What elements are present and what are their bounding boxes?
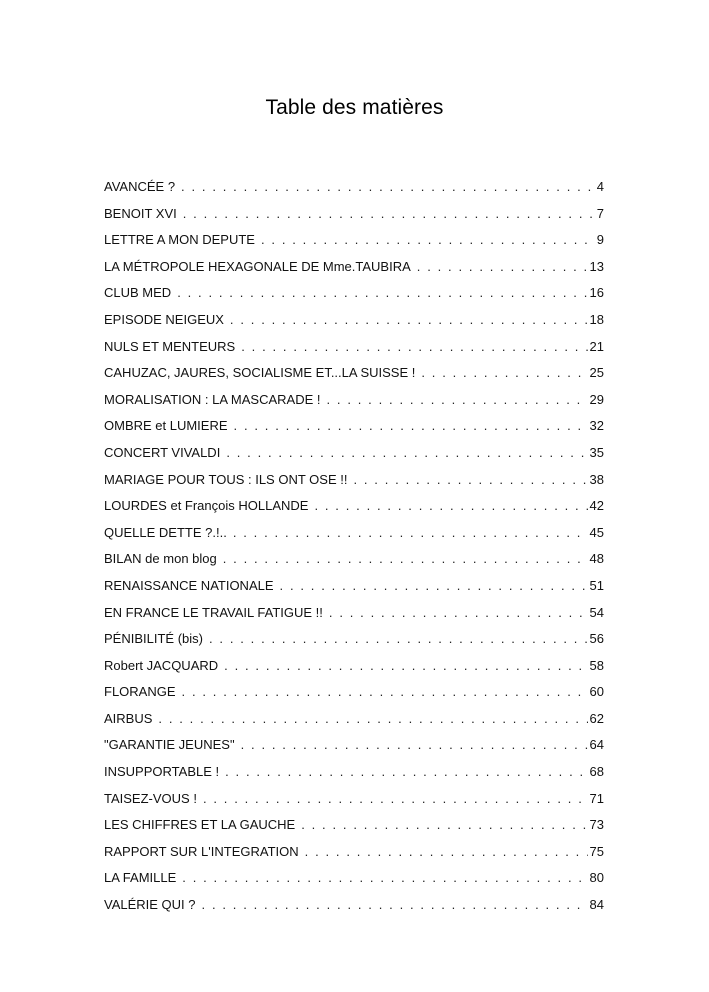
toc-leader-dots <box>182 865 587 892</box>
toc-entry[interactable] <box>104 600 604 627</box>
toc-leader-dots <box>417 254 588 281</box>
toc-entry[interactable] <box>104 254 604 281</box>
toc-page-number: 7 <box>596 205 604 221</box>
toc-entry-title: LA FAMILLE <box>104 870 177 886</box>
toc-leader-dots <box>223 546 588 573</box>
toc-leader-dots <box>226 440 587 467</box>
toc-entry[interactable] <box>104 706 604 733</box>
toc-entry-title: FLORANGE <box>104 684 176 700</box>
toc-entry[interactable] <box>104 334 604 361</box>
toc-page-number: 48 <box>589 551 604 567</box>
toc-leader-dots <box>241 732 588 759</box>
toc-entry-title: NULS ET MENTEURS <box>104 338 236 354</box>
toc-page-number: 38 <box>589 471 604 487</box>
toc-page-number: 60 <box>589 684 604 700</box>
toc-entry-title: MORALISATION : LA MASCARADE ! <box>104 391 321 407</box>
toc-entry[interactable] <box>104 440 604 467</box>
toc-page-number: 29 <box>589 391 604 407</box>
toc-leader-dots <box>202 892 588 919</box>
toc-page-number: 80 <box>589 870 604 886</box>
page-title: Table des matières <box>265 96 444 120</box>
toc-entry-title: LES CHIFFRES ET LA GAUCHE <box>104 817 296 833</box>
toc-entry-title: MARIAGE POUR TOUS : ILS ONT OSE !! <box>104 471 348 487</box>
toc-entry[interactable] <box>104 626 604 653</box>
toc-page-number: 35 <box>589 444 604 460</box>
toc-entry[interactable] <box>104 679 604 706</box>
toc-leader-dots <box>301 812 587 839</box>
toc-leader-dots <box>241 334 587 361</box>
toc-entry-title: TAISEZ-VOUS ! <box>104 790 197 806</box>
toc-leader-dots <box>177 280 587 307</box>
toc-entry-title: LOURDES et François HOLLANDE <box>104 498 309 514</box>
toc-leader-dots <box>329 600 588 627</box>
toc-page-number: 51 <box>589 577 604 593</box>
toc-page-number: 16 <box>589 285 604 301</box>
toc-entry[interactable] <box>104 892 604 919</box>
toc-leader-dots <box>209 626 588 653</box>
toc-page-number: 4 <box>596 179 604 194</box>
toc-entry[interactable] <box>104 201 604 228</box>
toc-page-number: 58 <box>589 657 604 673</box>
toc-entry-title: QUELLE DETTE ?.!.. <box>104 524 227 540</box>
toc-page-number: 75 <box>589 843 604 859</box>
toc-entry-title: CAHUZAC, JAURES, SOCIALISME ET...LA SUISSE ! <box>104 365 416 381</box>
toc-entry-title: CLUB MED <box>104 285 172 301</box>
toc-entry-title: BILAN de mon blog <box>104 551 217 567</box>
toc-leader-dots <box>353 467 587 494</box>
toc-leader-dots <box>224 653 587 680</box>
toc-entry-title: AIRBUS <box>104 710 153 726</box>
toc-entry-title: RAPPORT SUR L'INTEGRATION <box>104 843 299 859</box>
toc-entry[interactable] <box>104 520 604 547</box>
toc-page-number: 32 <box>589 418 604 434</box>
toc-leader-dots <box>233 520 588 547</box>
toc-entry[interactable] <box>104 759 604 786</box>
toc-page-number: 54 <box>589 604 604 620</box>
toc-entry-title: VALÉRIE QUI ? <box>104 897 196 913</box>
toc-entry[interactable] <box>104 732 604 759</box>
toc-entry[interactable] <box>104 546 604 573</box>
toc-entry[interactable] <box>104 280 604 307</box>
toc-leader-dots <box>421 360 587 387</box>
toc-leader-dots <box>280 573 588 600</box>
toc-entry[interactable] <box>104 812 604 839</box>
toc-page-number: 21 <box>589 338 604 354</box>
toc-entry[interactable] <box>104 865 604 892</box>
toc-leader-dots <box>182 679 588 706</box>
toc-entry[interactable] <box>104 387 604 414</box>
toc-entry-title: EPISODE NEIGEUX <box>104 311 224 327</box>
toc-entry[interactable] <box>104 467 604 494</box>
toc-page-number: 84 <box>589 897 604 913</box>
toc-leader-dots <box>183 201 595 228</box>
toc-page-number: 25 <box>589 365 604 381</box>
toc-page-number: 18 <box>589 311 604 327</box>
toc-entry-title: "GARANTIE JEUNES" <box>104 737 235 753</box>
toc-entry[interactable] <box>104 413 604 440</box>
toc-leader-dots <box>203 786 588 813</box>
toc-entry[interactable] <box>104 227 604 254</box>
toc-entry-title: BENOIT XVI <box>104 205 177 221</box>
toc-entry[interactable] <box>104 360 604 387</box>
toc-entry[interactable] <box>104 839 604 866</box>
toc-page-number: 68 <box>589 764 604 780</box>
toc-page-number: 45 <box>589 524 604 540</box>
toc-entry[interactable] <box>104 573 604 600</box>
toc-page-number: 71 <box>589 790 604 806</box>
toc-leader-dots <box>305 839 588 866</box>
toc-entry-title: INSUPPORTABLE ! <box>104 764 220 780</box>
toc-entry[interactable] <box>104 493 604 520</box>
toc-entry-title: LA MÉTROPOLE HEXAGONALE DE Mme.TAUBIRA <box>104 258 411 274</box>
toc-entry-title: EN FRANCE LE TRAVAIL FATIGUE !! <box>104 604 323 620</box>
toc-entry[interactable] <box>104 653 604 680</box>
toc-page-number: 62 <box>589 710 604 726</box>
toc-page-number: 42 <box>589 498 604 514</box>
toc-page-number: 64 <box>589 737 604 753</box>
toc-entry-title: RENAISSANCE NATIONALE <box>104 577 274 593</box>
toc-leader-dots <box>158 706 587 733</box>
toc-entry-title: Robert JACQUARD <box>104 657 219 673</box>
toc-entry-title: OMBRE et LUMIERE <box>104 418 228 434</box>
toc-page-number: 73 <box>589 817 604 833</box>
toc-leader-dots <box>225 759 587 786</box>
toc-leader-dots <box>234 413 588 440</box>
toc-entry[interactable] <box>104 174 604 201</box>
toc-leader-dots <box>181 174 595 201</box>
toc-entry-title: AVANCÉE ? <box>104 179 176 194</box>
toc-leader-dots <box>261 227 595 254</box>
toc-entry-title: CONCERT VIVALDI <box>104 444 221 460</box>
toc-entry-title: PÉNIBILITÉ (bis) <box>104 631 203 647</box>
toc-page-number: 56 <box>589 631 604 647</box>
toc-leader-dots <box>230 307 588 334</box>
table-of-contents <box>104 174 604 919</box>
toc-leader-dots <box>326 387 587 414</box>
toc-entry[interactable] <box>104 307 604 334</box>
toc-entry[interactable] <box>104 786 604 813</box>
toc-leader-dots <box>314 493 587 520</box>
toc-entry-title: LETTRE A MON DEPUTE <box>104 232 255 248</box>
toc-page-number: 9 <box>596 232 604 248</box>
toc-page-number: 13 <box>589 258 604 274</box>
